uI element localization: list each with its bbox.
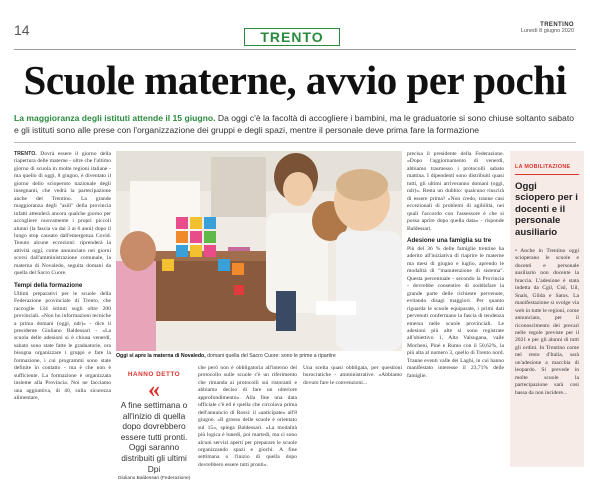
caption-text: domani quella del Sacro Cuore: sono le prime a ripartire [205,353,336,359]
headline: Scuole materne, avvio per pochi [23,57,567,103]
column-3-text: Una scelta quasi obbligata, per questioni burocratiche - amministrative. «Abbiamo dovuto fare le convenzioni... [303,365,402,386]
sidebar-body [510,238,584,397]
sidebar-title: Oggi sciopero per i docenti e il personale ausiliario [515,181,578,238]
sidebar-tag: LA MOBILITAZIONE [515,164,571,170]
quote-label: HANNO DETTO [127,371,181,378]
classroom-photo-illustration [116,151,402,351]
column-2-text: che però non è obbligatoria all'interno del protocollo sulle scuole c'è un riferimento che rimanda ai protocolli sui ristoranti e abbiamo deciso di fare un ulteriore approfondimento». Alla fine una data ufficiale c'è ed è quella che circolava prima dell'annuncio di Rossi: il «anticipate» all'8 giugno. «Il grosso delle scuole è orientato sul 15», spiega Baldessari. «La modalità più logica è lunedì, poi martedì, ma ci sono alcuni servizi aperti per preparare le scuole organizzando spazi e giochi. A fine settimana o l'inizio di quella dopo dovrebbero essere tutti pronti». [198,365,297,468]
article-column-3 [303,365,402,467]
quote-author: Giuliano Baldessari (Federazione) [117,476,191,482]
header-divider [14,49,576,50]
issue-date: Lunedì 8 giugno 2020 [520,28,574,34]
column-4-paragraph-2: Più del 36 % delle famiglie trentine ha aderito all'iniziativa di riaprire le materne ma mesi di giugno e luglio, aprendo le modalità di "manutenzione di sistema". Questa percentuale - secondo la Provincia - dovrebbe consentire di soddisfare la grande parte delle richieste pervenute, evitando disagi maggiori. Per quanto riguarda le scuole equiparate, i primi dati pervenuti confermano la fascia di tendenza emersa nelle scuole provinciali. Le adesioni più alte si sono registrate all'obiettivo 1, Alta Valsugana, valle Mocheni, Pinè e Rumo con il 50,62%, la più alta al numero 3, quello di Trento nord. Tranne eventi valle dei Laghi, in cui hanno manifestato interesse il 23,71% delle famiglie. [407,245,504,379]
subheading-formazione: Tempi della formazione [14,281,83,289]
photo-caption [116,353,402,360]
classroom-photo [116,151,402,351]
sidebar-text: • Anche in Trentino oggi scioperano le scuole e docenti e personale ausiliario non docente la braccia. L'adesione è stata indetta da Cgil, Cisl, Uil, Snals, Gilda e Satos. La manifestazione si svolge via web in tutte le regioni, come annunciato, per il riconoscimento dei precari nelle regole previste per il 2021 e per gli alunni di tutti gli ordini. In Trentino come nel resto d'Italia, sarà un'adesione a macchia di leopardo. Si prevede in molte scuole la partecipazione sarà così bassa da non incidere... [515,248,579,396]
article-column-4 [407,151,504,467]
quote-text: A fine settimana o all'inizio di quella dopo dovrebbero essere tutti pronti. Oggi saranno distribuiti gli ultimi Dpi [120,400,188,474]
column-1-paragraph-2: Ultimi preparativi per le scuole della Federazione provinciale di Trento, che raccoglie 134 istituti sugli oltre 200 provinciali. «Non ho informazioni tecniche a prima domani (oggi, ndr)» - dice il presidente Giuliano Baldessari - «La scuola delle adesioni si è chiusa venerdì, sabato sono state fatte le graduatorie, ora bisogna organizzare i gruppi e fare la formazione, i cui programmi sono state definite in contatto - ma è che non è sufficiente. La formazione è organizzata insieme alla Provincia. Noi ne facciamo una aggiuntiva, di 40, sulla sicurezza alimentare, [14,290,111,402]
caption-lead: Oggi si apre la materna di Novaledo, [116,353,206,359]
page-number: 14 [14,22,30,38]
article-column-1 [14,151,111,467]
summary-lead: La maggioranza degli istituti attende il 15 giugno. [14,113,216,123]
article-column-2 [198,365,297,467]
subheading-adesione: Adesione una famiglia su tre [407,236,492,244]
page-header [0,0,590,50]
section-title: TRENTO [260,29,324,45]
dateline: TRENTO. [14,151,37,157]
summary [14,112,576,136]
column-4-paragraph-1: precisa il presidente della Federazione. «Dopo l'aggiornamento di venerdì, abbiamo trasmesso i protocolli sabato mattina. I dipendenti sono distribuiti quasi tutti, gli ultimi arriveranno domani (oggi, ndr)». Resta un dubbio: qualcuno riuscirà di essere prima? «Non credo, tranne casi eccezionali di problemi di agibilità, nei quali l'accordo con l'assessore è che si possa aprire dopo quella data» - risponde Baldessari. [407,151,504,232]
summary-divider [14,142,576,143]
section-label [244,28,340,46]
pull-quote [116,365,192,482]
column-1-paragraph-1: Dovrà essere il giorno della riapertura delle materne - oltre che l'ultimo giorno di scuola in molte regioni italiane - ma quello di oggi, 8 giugno, è diventato il giorno dello scioperoto nazionale degli insegnanti, che vedrà la partecipazione anche del Trentino. La grande maggioranza degli "asili" della provincia infatti attenderà ancora qualche giorno per accogliere nuovamente i propri piccoli alunni (la fascia va dai 3 ai 6 anni) dopo il lungo stop causato dall'emergenza Covid. Tenuto alcune eccezioni: riprenderà la attività oggi, come annunciato nei giorni scorsi dall'amministrazione comunale, la materna di Novaledo, seguita domani da quella del Sacro Cuore. [14,151,111,277]
newspaper-name: TRENTINO [540,22,574,28]
quote-mark-icon: « [148,377,160,403]
masthead [521,22,574,34]
sidebar-box [510,151,584,467]
summary-text: Da oggi c'è la facoltà di accogliere i bambini, ma le graduatorie si sono chiuse soltanto sabato e gli istituti sono alle prese con l'organizzazione dei gruppi e degli spazi, mentre il personale deve prima fare la formazione [14,113,574,135]
